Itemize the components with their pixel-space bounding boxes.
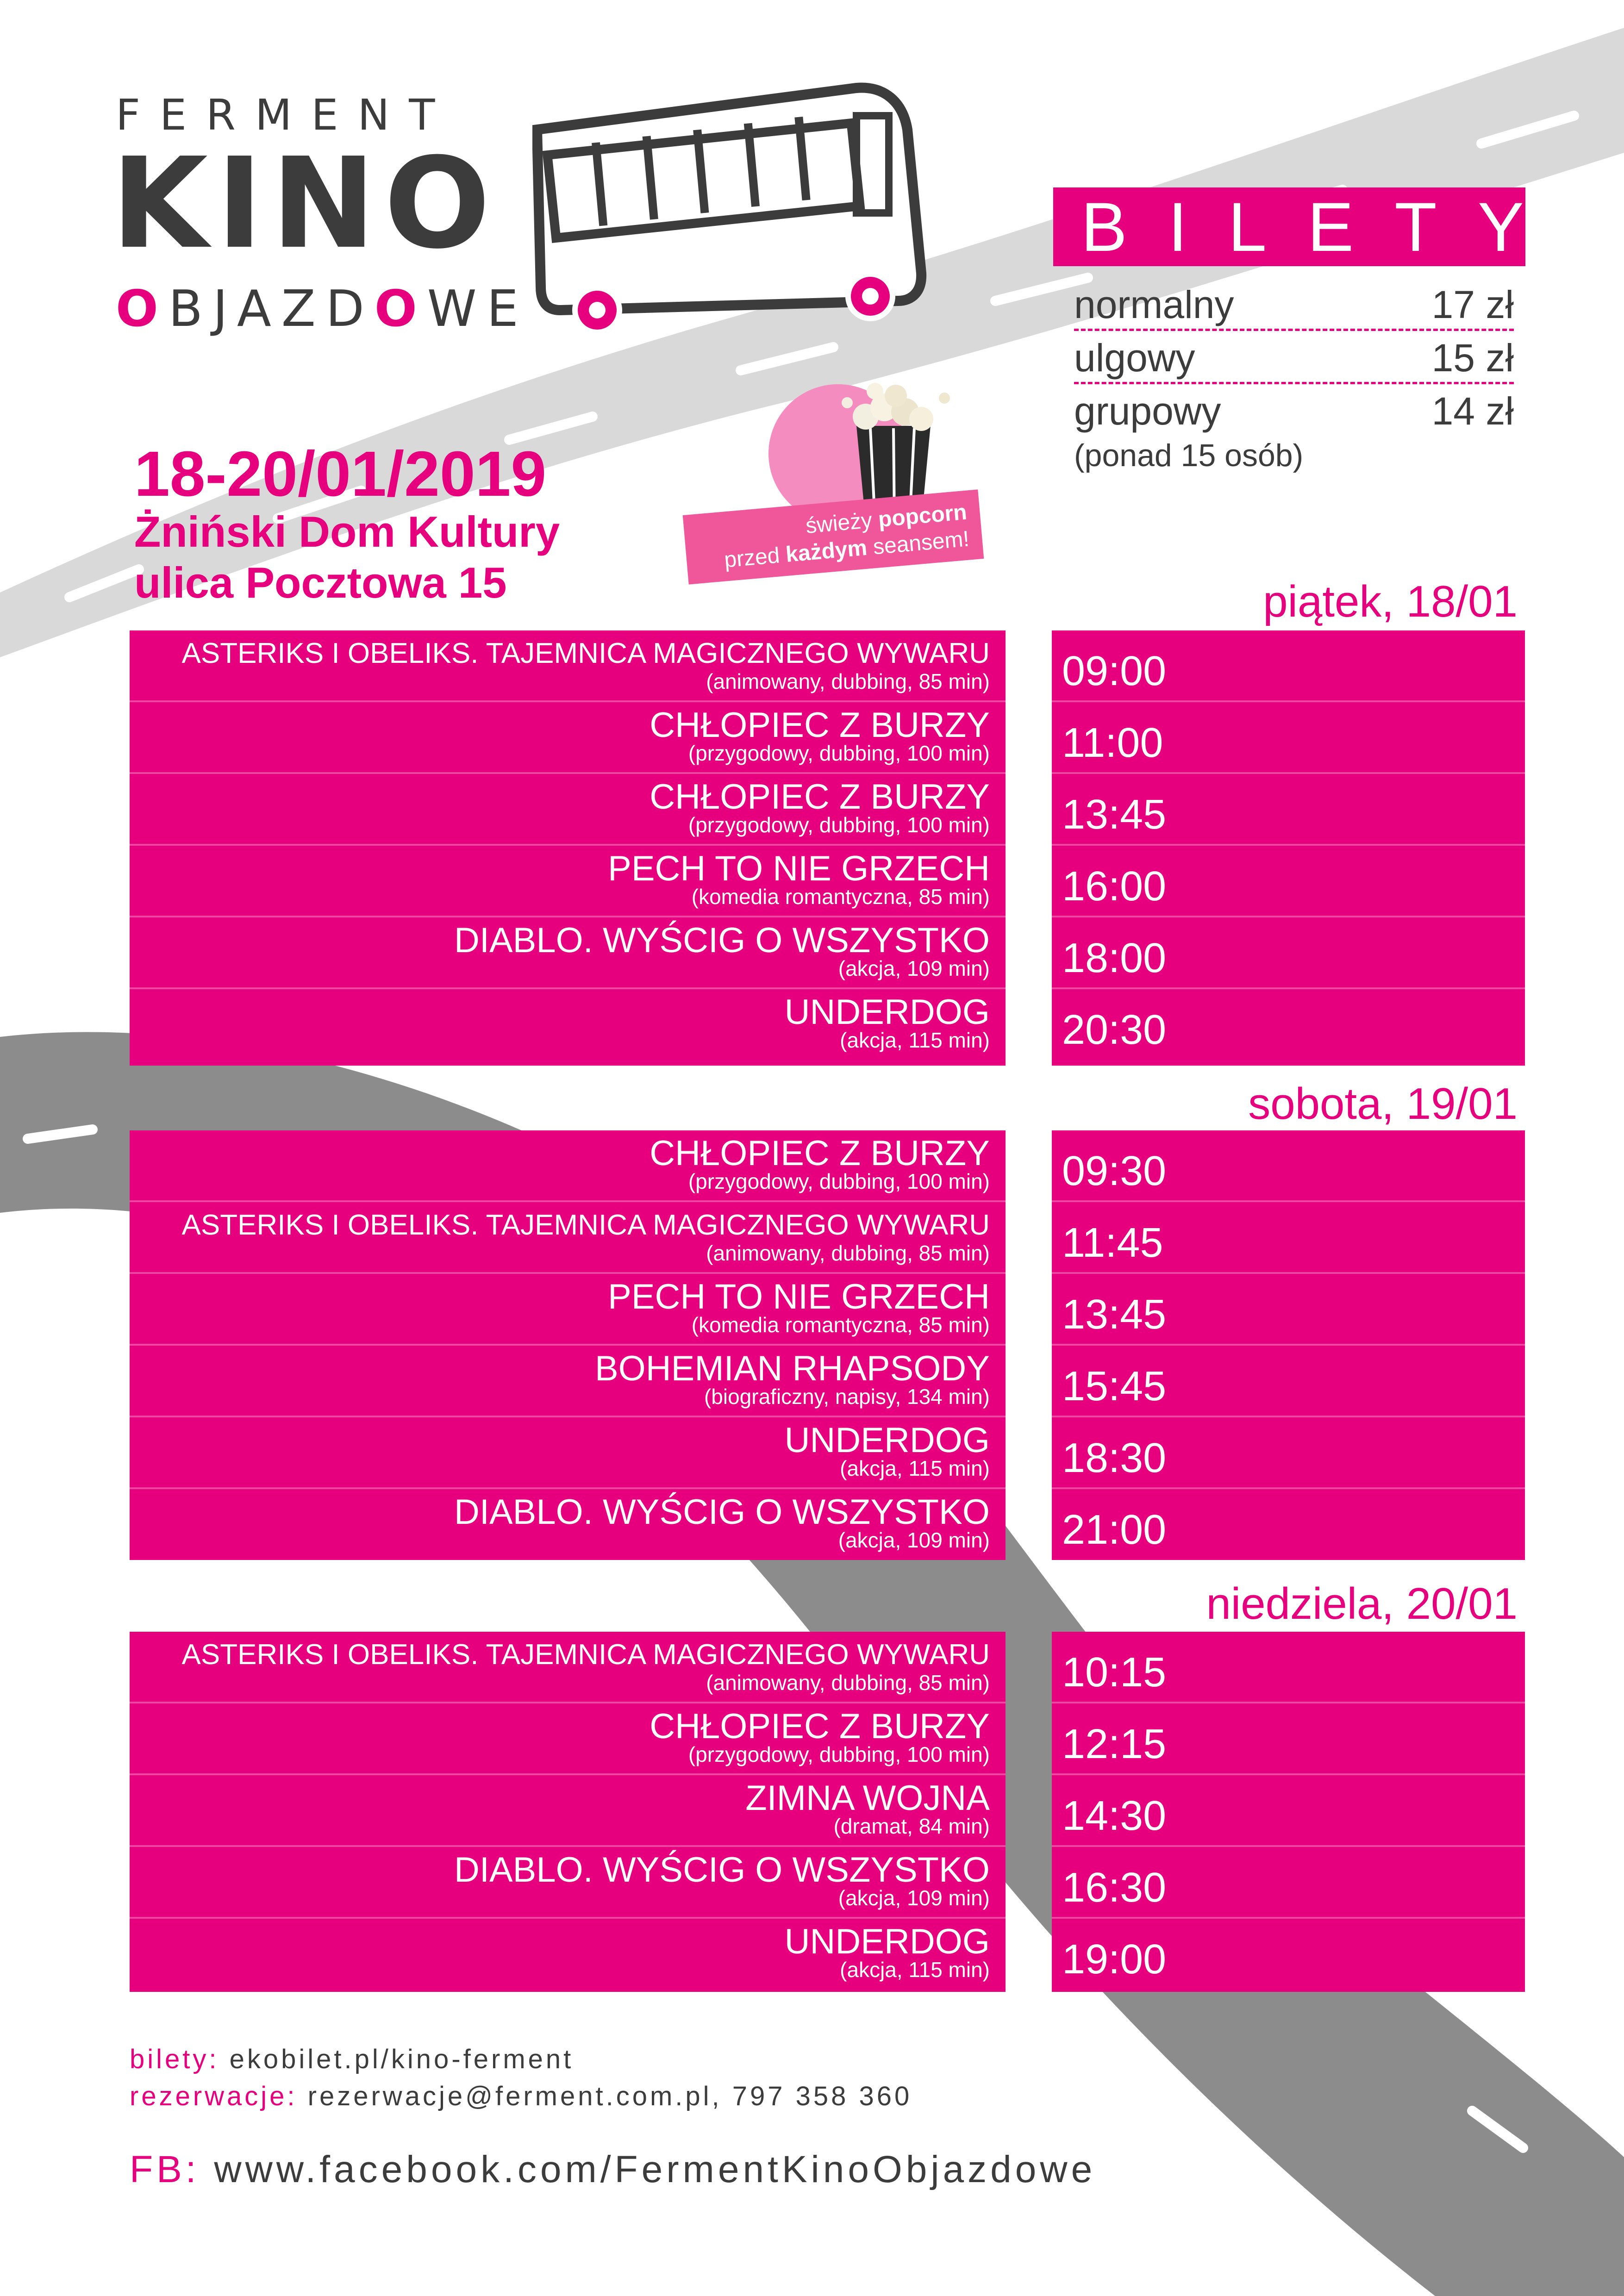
ticket-divider (1074, 329, 1514, 331)
show-time: 18:30 (1062, 1435, 1167, 1481)
film-meta: (akcja, 115 min) (840, 1456, 990, 1480)
time-row (1052, 1775, 1525, 1847)
time-row (1052, 989, 1525, 1066)
film-meta: (komedia romantyczna, 85 min) (691, 885, 990, 909)
day-label-friday: piątek, 18/01 (1263, 577, 1518, 626)
footer-reservations-key: rezerwacje: (130, 2081, 298, 2111)
time-row (1052, 1130, 1525, 1202)
show-time: 13:45 (1062, 792, 1167, 838)
show-time: 15:45 (1062, 1363, 1167, 1410)
brand-letter-o-2: O (374, 280, 427, 338)
show-time: 09:30 (1062, 1148, 1167, 1194)
show-time: 14:30 (1062, 1793, 1167, 1839)
film-row (130, 1274, 1006, 1346)
film-meta: (przygodowy, dubbing, 100 min) (688, 813, 990, 837)
film-title: UNDERDOG (784, 1421, 990, 1460)
day-sunday-films (130, 1632, 1006, 1992)
show-time: 21:00 (1062, 1507, 1167, 1553)
film-title: BOHEMIAN RHAPSODY (594, 1349, 990, 1388)
time-row (1052, 702, 1525, 774)
ticket-row-normal (1074, 282, 1514, 329)
ticket-price: 14 zł (1431, 389, 1514, 433)
time-row (1052, 1346, 1525, 1417)
time-row (1052, 846, 1525, 917)
film-title: PECH TO NIE GRZECH (608, 1277, 990, 1316)
tickets-heading: BILETY (1053, 187, 1525, 266)
film-row (130, 989, 1006, 1066)
film-title: CHŁOPIEC Z BURZY (650, 705, 990, 745)
film-title: DIABLO. WYŚCIG O WSZYSTKO (454, 1492, 990, 1532)
film-title: CHŁOPIEC Z BURZY (650, 1707, 990, 1746)
footer-fb-key: FB: (130, 2148, 200, 2190)
film-row (130, 1847, 1006, 1919)
film-row (130, 1202, 1006, 1274)
footer-tickets-key: bilety: (130, 2044, 219, 2074)
film-title: ASTERIKS I OBELIKS. TAJEMNICA MAGICZNEGO WYWARU (181, 1639, 990, 1671)
time-row (1052, 1417, 1525, 1489)
show-time: 19:00 (1062, 1936, 1167, 1983)
show-time: 16:30 (1062, 1865, 1167, 1911)
show-time: 11:00 (1062, 720, 1163, 766)
footer-facebook (130, 2148, 1096, 2191)
brand-objazdowe (116, 280, 529, 338)
time-row (1052, 1703, 1525, 1775)
day-label-saturday: sobota, 19/01 (1248, 1079, 1518, 1129)
film-row (130, 1417, 1006, 1489)
footer-reservations-contact[interactable]: rezerwacje@ferment.com.pl, 797 358 360 (297, 2081, 912, 2111)
time-row (1052, 630, 1525, 702)
bus-icon (532, 79, 940, 338)
ticket-group-note: (ponad 15 osób) (1074, 438, 1304, 473)
day-friday-times (1052, 630, 1525, 1066)
day-label-sunday: niedziela, 20/01 (1206, 1579, 1518, 1628)
day-sunday-times (1052, 1632, 1525, 1992)
time-row (1052, 1847, 1525, 1919)
show-time: 09:00 (1062, 648, 1167, 694)
film-title: DIABLO. WYŚCIG O WSZYSTKO (454, 921, 990, 960)
film-row (130, 702, 1006, 774)
film-row (130, 1632, 1006, 1703)
show-time: 11:45 (1062, 1220, 1163, 1266)
brand-kino: KINO (111, 131, 499, 276)
film-row (130, 1346, 1006, 1417)
time-row (1052, 917, 1525, 989)
film-meta: (akcja, 115 min) (840, 1958, 990, 1982)
ticket-row-group (1074, 389, 1514, 435)
show-time: 18:00 (1062, 935, 1167, 981)
ticket-row-reduced (1074, 336, 1514, 382)
film-meta: (akcja, 109 min) (838, 956, 990, 980)
film-row (130, 846, 1006, 917)
film-title: ASTERIKS I OBELIKS. TAJEMNICA MAGICZNEGO WYWARU (181, 1209, 990, 1241)
film-meta: (przygodowy, dubbing, 100 min) (688, 1742, 990, 1766)
film-meta: (animowany, dubbing, 85 min) (706, 1241, 990, 1265)
ticket-label: ulgowy (1074, 336, 1195, 380)
brand-sub-mid: BJAZD (168, 280, 375, 338)
film-row (130, 1775, 1006, 1847)
film-meta: (akcja, 109 min) (838, 1528, 990, 1552)
film-meta: (animowany, dubbing, 85 min) (706, 669, 990, 693)
film-title: ASTERIKS I OBELIKS. TAJEMNICA MAGICZNEGO WYWARU (181, 637, 990, 669)
brand-ferment: FERMENT (116, 90, 455, 140)
show-time: 20:30 (1062, 1007, 1167, 1053)
footer-tickets-link[interactable]: ekobilet.pl/kino-ferment (219, 2044, 574, 2074)
film-row (130, 1919, 1006, 1992)
time-row (1052, 1489, 1525, 1560)
film-row (130, 774, 1006, 846)
footer-reservations (130, 2081, 912, 2112)
film-meta: (akcja, 109 min) (838, 1886, 990, 1910)
film-meta: (akcja, 115 min) (840, 1028, 990, 1052)
film-meta: (dramat, 84 min) (833, 1814, 990, 1838)
ticket-label: normalny (1074, 283, 1234, 326)
film-title: DIABLO. WYŚCIG O WSZYSTKO (454, 1850, 990, 1890)
promo-line-1: świeży popcorn (805, 499, 968, 539)
time-row (1052, 1632, 1525, 1703)
time-row (1052, 774, 1525, 846)
film-row (130, 917, 1006, 989)
show-time: 16:00 (1062, 863, 1167, 910)
show-time: 10:15 (1062, 1649, 1167, 1696)
film-meta: (przygodowy, dubbing, 100 min) (688, 1169, 990, 1193)
film-row (130, 1703, 1006, 1775)
time-row (1052, 1274, 1525, 1346)
ticket-divider (1074, 382, 1514, 384)
event-date: 18-20/01/2019 (134, 438, 547, 510)
footer-fb-link[interactable]: www.facebook.com/FermentKinoObjazdowe (200, 2148, 1096, 2190)
film-title: UNDERDOG (784, 992, 990, 1032)
film-row (130, 630, 1006, 702)
film-title: ZIMNA WOJNA (745, 1778, 990, 1818)
film-meta: (komedia romantyczna, 85 min) (691, 1313, 990, 1337)
day-friday-films (130, 630, 1006, 1066)
film-meta: (biograficzny, napisy, 134 min) (704, 1385, 990, 1409)
show-time: 13:45 (1062, 1292, 1167, 1338)
ticket-label: grupowy (1074, 389, 1221, 433)
ticket-price: 17 zł (1431, 283, 1514, 326)
film-title: CHŁOPIEC Z BURZY (650, 777, 990, 817)
day-saturday-films (130, 1130, 1006, 1560)
event-venue: Żniński Dom Kultury (134, 507, 560, 556)
film-title: CHŁOPIEC Z BURZY (650, 1134, 990, 1173)
day-saturday-times (1052, 1130, 1525, 1560)
time-row (1052, 1919, 1525, 1992)
film-row (130, 1489, 1006, 1560)
film-title: PECH TO NIE GRZECH (608, 849, 990, 888)
event-street: ulica Pocztowa 15 (134, 558, 507, 607)
brand-sub-end: WE (427, 280, 529, 338)
show-time: 12:15 (1062, 1721, 1167, 1767)
film-title: UNDERDOG (784, 1922, 990, 1961)
film-meta: (animowany, dubbing, 85 min) (706, 1671, 990, 1695)
film-row (130, 1130, 1006, 1202)
footer-tickets (130, 2044, 574, 2075)
time-row (1052, 1202, 1525, 1274)
promo-line-2: przed każdym seansem! (723, 526, 970, 573)
film-meta: (przygodowy, dubbing, 100 min) (688, 741, 990, 765)
ticket-price: 15 zł (1431, 336, 1514, 380)
brand-letter-o: O (116, 280, 169, 338)
